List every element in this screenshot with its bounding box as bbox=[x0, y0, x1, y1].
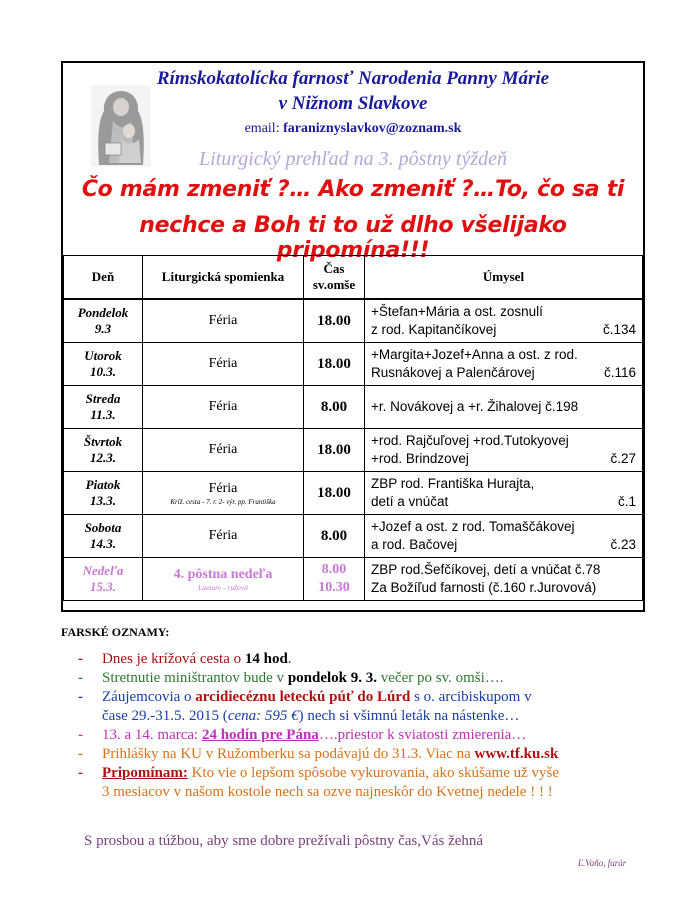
bullet-dash: - bbox=[78, 727, 83, 743]
day-date: 15.3. bbox=[90, 579, 116, 594]
parish-name: Rímskokatolícka farnosť Narodenia Panny Márie bbox=[156, 68, 550, 89]
ann-text: Záujemcovia o bbox=[102, 689, 196, 705]
liturgy-label: Féria bbox=[208, 480, 238, 496]
ann-text: . bbox=[287, 651, 292, 667]
col-day: Deň bbox=[64, 256, 143, 300]
bulletin-header bbox=[63, 63, 643, 263]
intention-line-1: ZBP rod. Františka Hurajta, bbox=[371, 475, 535, 491]
intention-cell bbox=[365, 558, 643, 601]
day-name: Štvrtok bbox=[83, 434, 123, 450]
parish-location: v Nižnom Slavkove bbox=[278, 93, 428, 114]
day-name: Utorok bbox=[84, 348, 122, 364]
day-date: 13.3. bbox=[90, 493, 116, 508]
day-date: 12.3. bbox=[90, 450, 116, 465]
list-item bbox=[74, 745, 659, 764]
email-address[interactable]: faraniznyslavkov@zoznam.sk bbox=[283, 121, 462, 136]
col-liturgy: Liturgická spomienka bbox=[143, 256, 304, 300]
liturgy-cell: Féria bbox=[143, 299, 304, 343]
email-label: email: bbox=[244, 121, 280, 136]
intention-line-1: +Margita+Jozef+Anna a ost. z rod. bbox=[371, 346, 578, 362]
motto-line-1: Čo mám zmeniť ?… Ako zmeniť ?…To, čo sa ti bbox=[81, 177, 625, 202]
ann-text: večer po sv. omši…. bbox=[377, 670, 504, 686]
ann-emphasis: pondelok 9. 3. bbox=[287, 670, 378, 686]
ann-text: Kto vie o lepšom spôsobe vykurovania, ako skúšame už vyše bbox=[187, 765, 560, 781]
bulletin-frame bbox=[61, 61, 645, 612]
liturgy-cell: Féria bbox=[143, 429, 304, 472]
table-row-sunday bbox=[64, 558, 643, 601]
ann-emphasis: 14 hod bbox=[244, 651, 288, 667]
intention-line-1: +r. Novákovej a +r. Žihalovej č.198 bbox=[371, 398, 579, 414]
bullet-dash: - bbox=[78, 689, 83, 705]
intention-cell bbox=[365, 343, 643, 386]
ann-text: 13. a 14. marca: bbox=[102, 727, 202, 743]
table-row bbox=[64, 299, 643, 343]
ann-text: s o. arcibiskupom v bbox=[410, 689, 532, 705]
email-line bbox=[63, 121, 643, 137]
mass-time-1: 8.00 bbox=[321, 561, 347, 577]
day-cell bbox=[64, 472, 143, 515]
list-item bbox=[74, 650, 659, 669]
day-cell bbox=[64, 299, 143, 343]
day-name: Pondelok bbox=[77, 305, 129, 321]
liturgy-cell: Féria bbox=[143, 343, 304, 386]
list-item bbox=[74, 669, 659, 688]
day-name: Piatok bbox=[85, 477, 121, 493]
day-name: Streda bbox=[85, 391, 121, 407]
ann-emphasis: 24 hodín pre Pána bbox=[201, 727, 319, 743]
ann-text: Dnes je krížová cesta o bbox=[102, 651, 245, 667]
ann-price: cena: 595 € bbox=[227, 708, 299, 724]
intention-line-2: Rusnákovej a Palenčárovej bbox=[371, 365, 535, 380]
announcements-title: FARSKÉ OZNAMY: bbox=[61, 625, 170, 639]
motto-line-2: nechce a Boh ti to už dlho všelijako pripomína!!! bbox=[139, 213, 567, 263]
bullet-dash: - bbox=[78, 670, 83, 686]
intention-line-1: +Jozef a ost. z rod. Tomaščákovej bbox=[371, 518, 575, 534]
bullet-dash: - bbox=[78, 765, 83, 781]
liturgical-overview-title: Liturgický prehľad na 3. pôstny týždeň bbox=[199, 148, 507, 170]
mass-time-2: 10.30 bbox=[318, 580, 350, 595]
day-date: 10.3. bbox=[90, 364, 116, 379]
ann-text: ) nech si všimnú leták na nástenke… bbox=[298, 708, 520, 724]
table-header-row bbox=[64, 256, 643, 300]
list-item bbox=[74, 764, 659, 802]
list-item bbox=[74, 726, 659, 745]
day-date: 14.3. bbox=[90, 536, 116, 551]
intention-line-2: Za Božíľud farnosti (č.160 r.Jurovová) bbox=[371, 580, 597, 595]
liturgy-cell bbox=[143, 558, 304, 601]
day-cell bbox=[64, 429, 143, 472]
intention-cell bbox=[365, 386, 643, 429]
intention-line-1: ZBP rod.Šefčíkovej, detí a vnúčat č.78 bbox=[371, 561, 601, 577]
ann-text: 3 mesiacov v našom kostole nech sa ozve najneskôr do Kvetnej nedele ! ! ! bbox=[102, 784, 553, 800]
intention-cell bbox=[365, 299, 643, 343]
col-time-l2: sv.omše bbox=[312, 277, 356, 292]
day-date: 9.3 bbox=[94, 321, 112, 336]
col-time bbox=[304, 256, 365, 300]
bullet-dash: - bbox=[78, 746, 83, 762]
day-date: 11.3. bbox=[90, 407, 116, 422]
day-name: Nedeľa bbox=[82, 563, 124, 579]
intention-number: č.116 bbox=[603, 365, 636, 380]
ann-text: Stretnutie miništrantov bude v bbox=[102, 670, 288, 686]
intention-cell bbox=[365, 472, 643, 515]
liturgy-cell bbox=[143, 472, 304, 515]
intention-cell bbox=[365, 429, 643, 472]
signature: Ľ.Vaňo, farár bbox=[578, 858, 627, 868]
table-row bbox=[64, 386, 643, 429]
liturgical-schedule-table bbox=[63, 255, 643, 601]
closing-greeting: S prosbou a túžbou, aby sme dobre prežívali pôstny čas,Vás žehná bbox=[84, 833, 484, 849]
intention-line-2: detí a vnúčat bbox=[371, 494, 449, 509]
col-time-l1: Čas bbox=[323, 260, 345, 276]
ann-emphasis: Pripomínam: bbox=[102, 765, 188, 781]
time-cell: 8.00 bbox=[304, 386, 365, 429]
day-cell bbox=[64, 343, 143, 386]
liturgy-note: Laetare - ružová bbox=[198, 582, 248, 592]
intention-cell bbox=[365, 515, 643, 558]
time-cell: 18.00 bbox=[304, 472, 365, 515]
liturgy-label: 4. pôstna nedeľa bbox=[173, 566, 273, 582]
day-cell bbox=[64, 558, 143, 601]
time-cell: 18.00 bbox=[304, 429, 365, 472]
time-cell: 18.00 bbox=[304, 299, 365, 343]
bullet-dash: - bbox=[78, 651, 83, 667]
intention-number: č.134 bbox=[602, 322, 636, 337]
announcements-list bbox=[74, 650, 659, 802]
table-row bbox=[64, 343, 643, 386]
ann-text: čase 29.-31.5. 2015 ( bbox=[102, 708, 228, 724]
intention-line-2: z rod. Kapitančíkovej bbox=[371, 322, 497, 337]
table-row bbox=[64, 429, 643, 472]
intention-line-2: +rod. Brindzovej bbox=[371, 451, 469, 466]
liturgy-cell: Féria bbox=[143, 515, 304, 558]
intention-line-1: +Štefan+Mária a ost. zosnulí bbox=[371, 303, 543, 319]
time-cell bbox=[304, 558, 365, 601]
intention-line-2: a rod. Bačovej bbox=[371, 537, 458, 552]
day-cell bbox=[64, 515, 143, 558]
intention-number: č.23 bbox=[610, 537, 636, 552]
ann-emphasis: arcidiecéznu leteckú púť do Lúrd bbox=[195, 689, 411, 705]
liturgy-note: Kríž. cesta - 7. r. 2- výr. pp. Františka bbox=[170, 497, 276, 506]
intention-line-1: +rod. Rajčuľovej +rod.Tutokyovej bbox=[371, 432, 569, 448]
liturgy-cell: Féria bbox=[143, 386, 304, 429]
day-name: Sobota bbox=[84, 520, 122, 536]
time-cell: 18.00 bbox=[304, 343, 365, 386]
website-link[interactable]: www.tf.ku.sk bbox=[474, 746, 559, 762]
table-row bbox=[64, 515, 643, 558]
ann-text: Prihlášky na KU v Ružomberku sa podávajú do 31.3. Viac na bbox=[102, 746, 475, 762]
intention-number: č.27 bbox=[610, 451, 636, 466]
intention-number: č.1 bbox=[617, 494, 636, 509]
table-row bbox=[64, 472, 643, 515]
day-cell bbox=[64, 386, 143, 429]
list-item bbox=[74, 688, 659, 726]
time-cell: 8.00 bbox=[304, 515, 365, 558]
ann-text: ….priestor k sviatosti zmierenia… bbox=[318, 727, 527, 743]
col-intention: Úmysel bbox=[365, 256, 643, 300]
